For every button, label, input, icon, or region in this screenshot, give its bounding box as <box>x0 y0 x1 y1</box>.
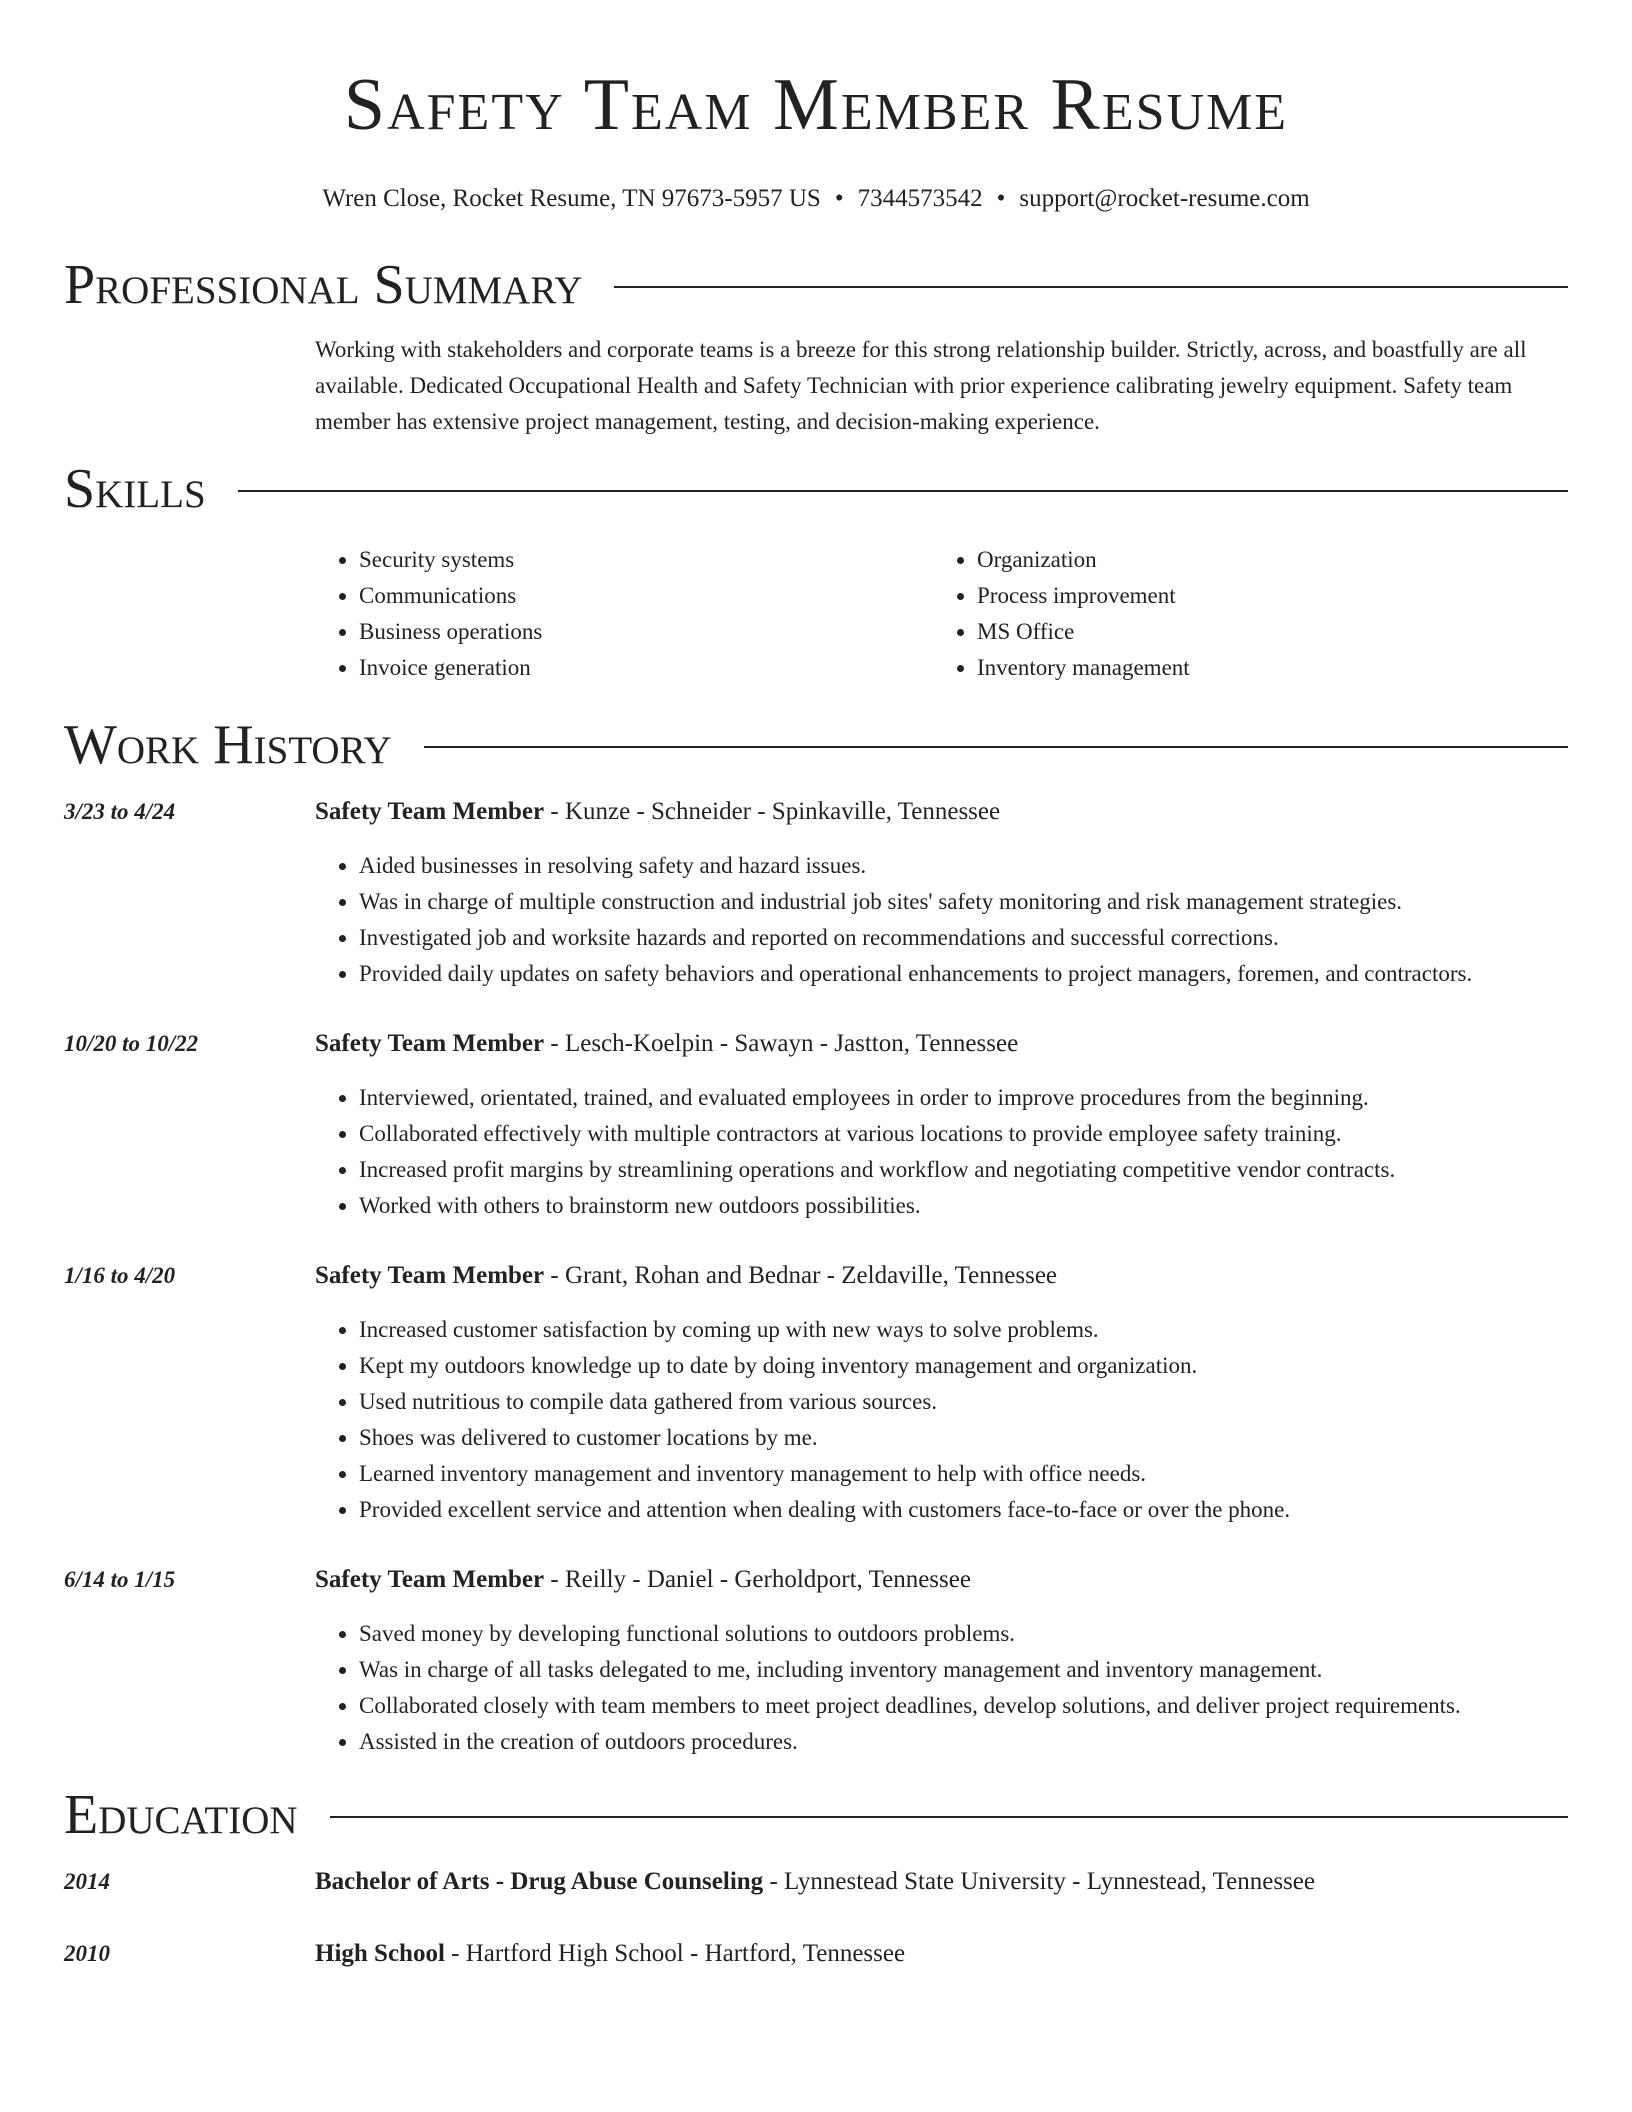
job-bullets <box>315 1616 1568 1760</box>
education-entry <box>64 1864 1568 1900</box>
summary-header <box>64 250 1568 320</box>
job-entry <box>64 1026 1568 1224</box>
job-bullet: • Provided excellent service and attention when dealing with customers face-to-face or over the phone. <box>359 1492 1568 1528</box>
skill-item: • Business operations <box>359 614 933 650</box>
education-heading-line <box>315 1936 905 1972</box>
skills-heading: Skills <box>64 458 206 520</box>
job-bullet: • Saved money by developing functional solutions to outdoors problems. <box>359 1616 1568 1652</box>
skill-item: • Communications <box>359 578 933 614</box>
job-bullet: • Worked with others to brainstorm new outdoors possibilities. <box>359 1188 1568 1224</box>
education-heading-line <box>315 1864 1315 1900</box>
contact-line <box>64 182 1568 216</box>
summary-heading: Professional Summary <box>64 254 583 316</box>
job-bullets <box>315 1080 1568 1224</box>
section-divider <box>330 1816 1568 1818</box>
page-title: Safety Team Member Resume <box>343 64 1289 146</box>
job-bullet: • Was in charge of multiple construction and industrial job sites' safety monitoring and risk management strategies. <box>359 884 1568 920</box>
job-body <box>315 1562 1568 1760</box>
job-bullet: • Investigated job and worksite hazards and reported on recommendations and successful corrections. <box>359 920 1568 956</box>
job-dates: 6/14 to 1/15 <box>64 1567 176 1592</box>
contact-separator: • <box>834 185 844 212</box>
job-bullet: • Interviewed, orientated, trained, and evaluated employees in order to improve procedures from the beginning. <box>359 1080 1568 1116</box>
job-dates: 3/23 to 4/24 <box>64 799 176 824</box>
job-body <box>315 1258 1568 1528</box>
job-title: Safety Team Member <box>315 1262 545 1289</box>
education-header <box>64 1780 1568 1850</box>
contact-email: support@rocket-resume.com <box>1019 185 1310 212</box>
contact-address: Wren Close, Rocket Resume, TN 97673-5957 US <box>322 185 821 212</box>
work-history-heading: Work History <box>64 714 392 776</box>
job-bullet: • Kept my outdoors knowledge up to date by doing inventory management and organization. <box>359 1348 1568 1384</box>
education-entry <box>64 1936 1568 1972</box>
job-entry <box>64 1562 1568 1760</box>
job-bullet: • Collaborated closely with team members to meet project deadlines, develop solutions, and deliver project requirements. <box>359 1688 1568 1724</box>
education-degree: Bachelor of Arts - Drug Abuse Counseling <box>315 1868 764 1895</box>
summary-text: Working with stakeholders and corporate teams is a breeze for this strong relationship builder. Strictly, across, and boastfully are all available. Dedicated Occupational Health and Safety Technician with prior experience calibrating jewelry equipment. Safety team member has extensive project management, testing, and decision-making experience. <box>315 337 1527 434</box>
job-bullet: • Increased customer satisfaction by coming up with new ways to solve problems. <box>359 1312 1568 1348</box>
job-heading <box>315 1258 1568 1294</box>
job-title: Safety Team Member <box>315 798 545 825</box>
job-bullet: • Was in charge of all tasks delegated to me, including inventory management and inventory management. <box>359 1652 1568 1688</box>
job-bullets <box>315 848 1568 992</box>
section-divider <box>238 490 1568 492</box>
job-heading <box>315 794 1568 830</box>
job-entry <box>64 794 1568 992</box>
job-employer: - Lesch-Koelpin - Sawayn - Jastton, Tennessee <box>544 1030 1019 1057</box>
skills-section <box>64 454 1568 686</box>
education-degree: High School <box>315 1940 445 1967</box>
work-history-header <box>64 710 1568 780</box>
job-employer: - Reilly - Daniel - Gerholdport, Tennessee <box>544 1566 971 1593</box>
skill-item: • Security systems <box>359 542 933 578</box>
job-entry <box>64 1258 1568 1528</box>
skill-item: • MS Office <box>977 614 1568 650</box>
skill-item: • Organization <box>977 542 1568 578</box>
education-school: - Lynnestead State University - Lynnestead, Tennessee <box>763 1868 1315 1895</box>
skills-grid <box>315 542 1568 686</box>
skill-item: • Inventory management <box>977 650 1568 686</box>
section-divider <box>614 286 1568 288</box>
job-bullet: • Provided daily updates on safety behaviors and operational enhancements to project managers, foremen, and contractors. <box>359 956 1568 992</box>
skills-list-right <box>933 542 1568 686</box>
job-dates: 1/16 to 4/20 <box>64 1263 176 1288</box>
contact-phone: 7344573542 <box>857 185 983 212</box>
skill-item: • Process improvement <box>977 578 1568 614</box>
job-bullet: • Aided businesses in resolving safety and hazard issues. <box>359 848 1568 884</box>
education-school: - Hartford High School - Hartford, Tennessee <box>444 1940 906 1967</box>
job-heading <box>315 1562 1568 1598</box>
job-heading <box>315 1026 1568 1062</box>
job-bullet: • Collaborated effectively with multiple contractors at various locations to provide employee safety training. <box>359 1116 1568 1152</box>
job-bullet: • Used nutritious to compile data gathered from various sources. <box>359 1384 1568 1420</box>
education-year: 2014 <box>64 1869 110 1894</box>
skill-item: • Invoice generation <box>359 650 933 686</box>
job-title: Safety Team Member <box>315 1566 545 1593</box>
skills-header <box>64 454 1568 524</box>
education-year: 2010 <box>64 1941 110 1966</box>
education-heading: Education <box>64 1784 298 1846</box>
job-dates: 10/20 to 10/22 <box>64 1031 199 1056</box>
job-body <box>315 794 1568 992</box>
job-employer: - Kunze - Schneider - Spinkaville, Tennessee <box>544 798 1001 825</box>
job-bullet: • Assisted in the creation of outdoors procedures. <box>359 1724 1568 1760</box>
job-employer: - Grant, Rohan and Bednar - Zeldaville, Tennessee <box>544 1262 1058 1289</box>
contact-separator: • <box>996 185 1006 212</box>
section-divider <box>424 746 1568 748</box>
job-body <box>315 1026 1568 1224</box>
job-bullets <box>315 1312 1568 1528</box>
education-section <box>64 1780 1568 1972</box>
summary-section <box>64 250 1568 440</box>
work-history-section <box>64 710 1568 1760</box>
skills-list-left <box>315 542 933 686</box>
job-bullet: • Increased profit margins by streamlining operations and workflow and negotiating competitive vendor contracts. <box>359 1152 1568 1188</box>
job-bullet: • Learned inventory management and inventory management to help with office needs. <box>359 1456 1568 1492</box>
job-bullet: • Shoes was delivered to customer locations by me. <box>359 1420 1568 1456</box>
job-title: Safety Team Member <box>315 1030 545 1057</box>
